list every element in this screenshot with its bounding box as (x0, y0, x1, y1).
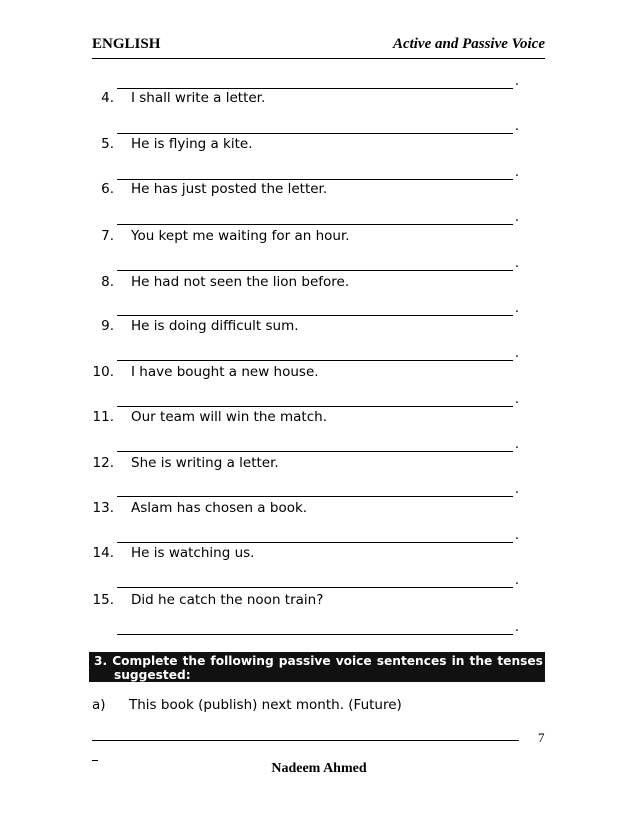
heading-word: in (451, 654, 465, 668)
section-number: 3. (94, 654, 108, 668)
item-number: 4. (101, 90, 114, 106)
list-item (88, 362, 319, 382)
item-text: You kept me waiting for an hour. (131, 228, 350, 244)
item-number: 14. (92, 545, 114, 561)
heading-line-2: suggested: (114, 668, 191, 682)
item-text: He is doing difficult sum. (131, 318, 299, 334)
subject-label: ENGLISH (92, 36, 161, 52)
list-item (88, 88, 265, 108)
item-number: 8. (101, 274, 114, 290)
item-text: He has just posted the letter. (131, 181, 328, 197)
list-item (88, 453, 279, 473)
item-number: 12. (92, 455, 114, 471)
item-text: He is flying a kite. (131, 136, 253, 152)
list-item (88, 179, 327, 199)
list-item (88, 498, 307, 518)
list-item (88, 272, 349, 292)
page-number: 7 (538, 730, 545, 745)
list-item (88, 543, 254, 563)
item-text: Did he catch the noon train? (131, 592, 324, 608)
heading-word: passive (278, 654, 331, 668)
answer-line (117, 270, 513, 271)
heading-word: voice (335, 654, 372, 668)
item-text: He had not seen the lion before. (131, 274, 350, 290)
item-text: He is watching us. (131, 545, 255, 561)
item-number: 13. (92, 500, 114, 516)
item-text: I have bought a new house. (131, 364, 319, 380)
answer-line (117, 496, 513, 497)
item-number: 7. (101, 228, 114, 244)
list-item (88, 590, 323, 610)
item-number: 15. (92, 592, 114, 608)
item-text: Our team will win the match. (131, 409, 327, 425)
list-item (88, 134, 253, 154)
item-number: 6. (101, 181, 114, 197)
item-number: 9. (101, 318, 114, 334)
list-item (88, 226, 350, 246)
item-number: 11. (92, 409, 114, 425)
heading-word: Complete (112, 654, 178, 668)
answer-line (117, 224, 513, 225)
heading-word: sentences (376, 654, 447, 668)
heading-word: following (210, 654, 274, 668)
item-text: This book (publish) next month. (Future) (129, 697, 402, 713)
answer-line (117, 634, 513, 635)
list-item (88, 407, 327, 427)
item-text: Aslam has chosen a book. (131, 500, 308, 516)
author-name: Nadeem Ahmed (271, 761, 367, 776)
section-heading (89, 652, 545, 682)
item-number: 10. (92, 364, 114, 380)
heading-word: tenses (497, 654, 543, 668)
item-text: I shall write a letter. (131, 90, 266, 106)
footer-divider (92, 740, 519, 741)
topic-label: Active and Passive Voice (392, 36, 545, 52)
answer-line (117, 360, 513, 361)
list-item (92, 695, 402, 715)
answer-line (117, 587, 513, 588)
heading-word: the (469, 654, 493, 668)
item-number: 5. (101, 136, 114, 152)
list-item (88, 316, 299, 336)
heading-word: the (182, 654, 206, 668)
answer-line (117, 451, 513, 452)
page-header (92, 36, 545, 59)
item-text: She is writing a letter. (131, 455, 279, 471)
item-label: a) (92, 697, 106, 713)
